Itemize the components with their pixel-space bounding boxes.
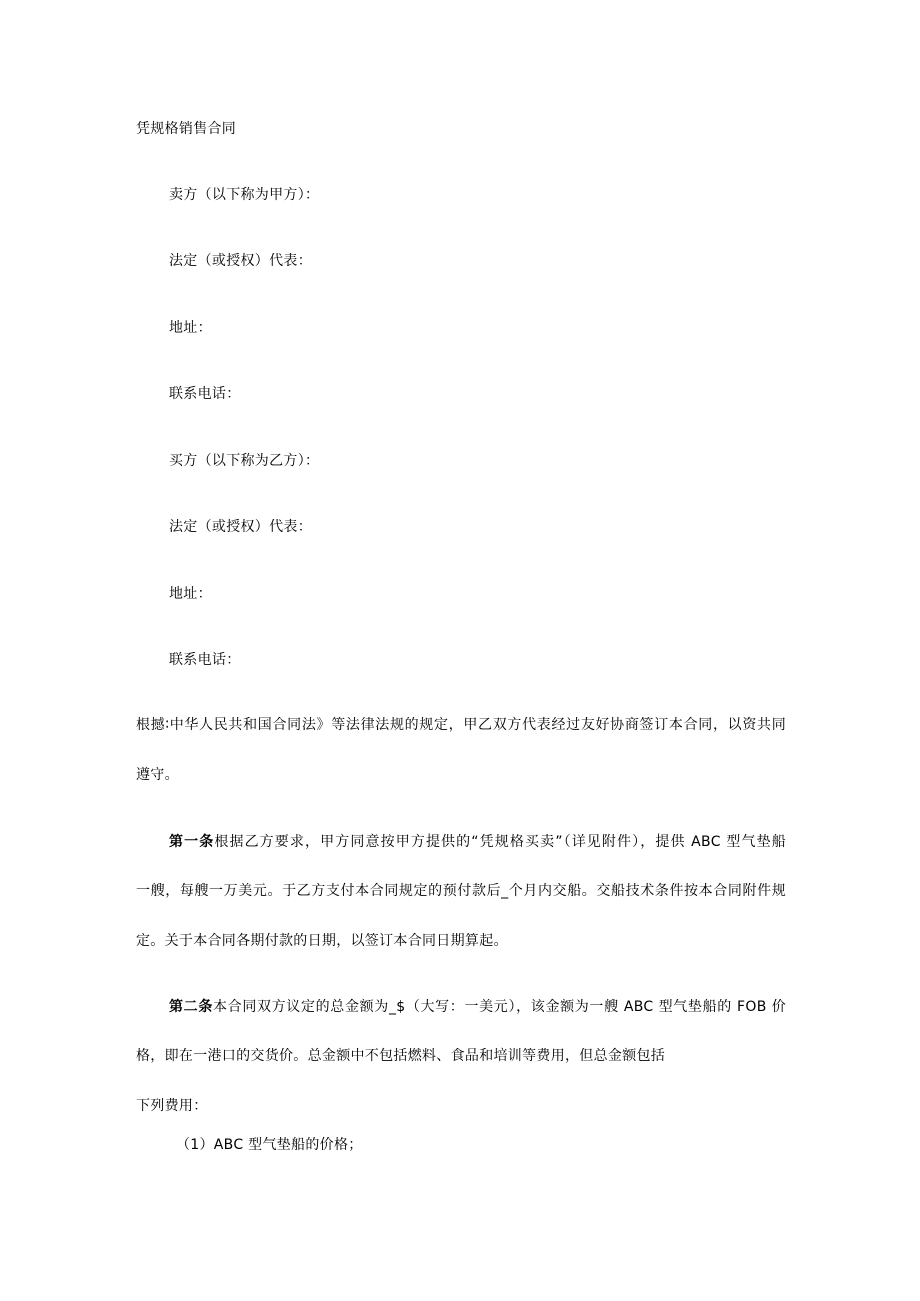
buyer-heading: 买方（以下称为乙方）：: [169, 453, 320, 469]
article-2-text: 本合同双方议定的总金额为_$（大写：一美元），该金额为一艘 ABC 型气垫船的 FOB 价: [213, 999, 787, 1015]
seller-heading: 卖方（以下称为甲方）：: [169, 187, 320, 203]
document-title: 凭规格销售合同: [136, 121, 237, 137]
article-1-line-3: 定。关于本合同各期付款的日期，以签订本合同日期算起。: [136, 933, 508, 949]
article-1-line-2: 一艘，每艘一万美元。于乙方支付本合同规定的预付款后_个月内交船。交船技术条件按本合同附件规: [136, 883, 786, 899]
article-1-line-1: [169, 832, 786, 852]
buyer-representative: 法定（或授权）代表：: [169, 519, 312, 535]
article-1-text: 根据乙方要求，甲方同意按甲方提供的“凭规格买卖”（详见附件），提供 ABC 型气垫船: [214, 834, 786, 850]
seller-address: 地址：: [169, 320, 212, 336]
article-2-label: 第二条: [169, 999, 213, 1015]
preamble-line-1: 根撼∶中华人民共和国合同法》等法律法规的规定，甲乙双方代表经过友好协商签订本合同，以资共同: [136, 717, 786, 733]
buyer-phone: 联系电话：: [169, 652, 241, 668]
article-2-item-1: （1）ABC 型气垫船的价格；: [176, 1137, 363, 1153]
article-2-line-1: [169, 997, 786, 1017]
seller-phone: 联系电话：: [169, 386, 241, 402]
preamble-line-2: 遵守。: [136, 767, 179, 783]
article-2-line-3: 下列费用：: [136, 1098, 208, 1114]
article-1-label: 第一条: [169, 834, 215, 850]
buyer-address: 地址：: [169, 586, 212, 602]
article-2-line-2: 格，即在一港口的交货价。总金额中不包括燃料、食品和培训等费用，但总金额包括: [136, 1048, 666, 1064]
seller-representative: 法定（或授权）代表：: [169, 253, 312, 269]
